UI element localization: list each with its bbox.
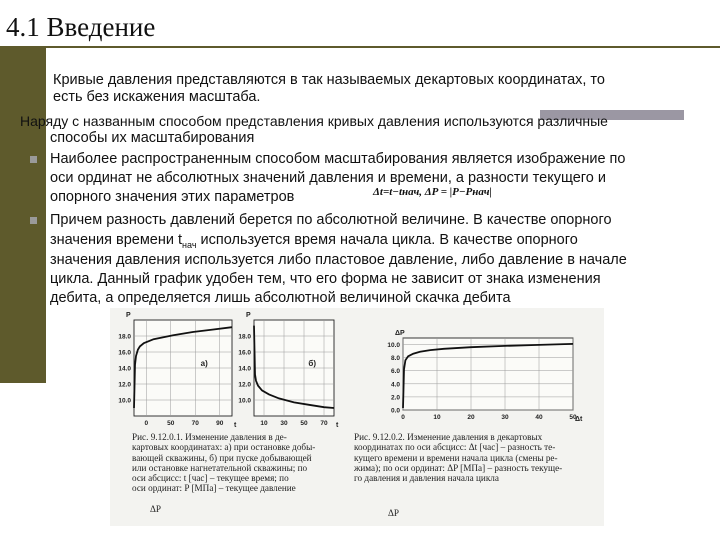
- y-tick-label: 16.0: [118, 349, 131, 357]
- y-tick-label: 12.0: [118, 381, 131, 389]
- x-tick-label: 40: [535, 414, 543, 421]
- x-tick-label: 90: [216, 420, 224, 427]
- x-tick-label: 10: [260, 420, 268, 427]
- x-axis-label: Δt: [575, 416, 583, 423]
- panel-label: б): [308, 359, 317, 369]
- caption-figure-2-trail: ΔP: [388, 508, 400, 518]
- paragraph-intro-line2: есть без искажения масштаба.: [53, 89, 261, 105]
- left-accent-bar: [0, 48, 46, 383]
- formula: Δt=t−tнач, ΔP = |P−Pнач|: [373, 186, 492, 198]
- bullet1-line2: оси ординат не абсолютных значений давления и времени, а разности текущего и: [50, 170, 606, 186]
- y-tick-label: 14.0: [118, 365, 131, 373]
- y-axis-label: ΔP: [395, 330, 405, 337]
- bullet1-line1: Наиболее распространенным способом масштабирования является изображение по: [50, 151, 626, 167]
- x-tick-label: 50: [300, 420, 308, 427]
- caption-figure-2: Рис. 9.12.0.2. Изменение давления в декартовых координатах по оси абсцисс: Δt [час] – разность те- кущего времени и времени начала цикла (смены ре- жима); по оси ординат: ΔP [МПа] – разность текуще- го давления и давления начала цикла: [354, 432, 563, 484]
- bullet-marker-icon: [30, 217, 37, 224]
- x-tick-label: 0: [144, 420, 149, 427]
- y-tick-label: 8.0: [390, 355, 400, 363]
- paragraph-intro-line1: Кривые давления представляются в так называемых декартовых координатах, то: [53, 72, 605, 88]
- y-tick-label: 10.0: [387, 342, 400, 350]
- x-axis-label: t: [336, 422, 339, 429]
- y-tick-label: 2.0: [390, 394, 400, 402]
- bullet-marker-icon: [30, 156, 37, 163]
- x-tick-label: 30: [501, 414, 509, 421]
- y-tick-label: 10.0: [238, 397, 251, 405]
- bullet1-line3: опорного значения этих параметров: [50, 189, 295, 205]
- x-tick-label: 50: [569, 414, 577, 421]
- panel-label: а): [200, 359, 208, 369]
- y-tick-label: 14.0: [238, 365, 251, 373]
- y-tick-label: 4.0: [390, 381, 400, 389]
- bullet2-line3: значения давления используется либо пластовое давление, либо давление в начале: [50, 252, 627, 268]
- bullet2-line4: цикла. Данный график удобен тем, что его форма не зависит от знака изменения: [50, 271, 601, 287]
- y-tick-label: 6.0: [390, 368, 400, 376]
- title-divider: [0, 46, 720, 48]
- y-axis-label: P: [246, 312, 251, 319]
- y-tick-label: 16.0: [238, 349, 251, 357]
- bullet2-line2: значения времени $t_{нач}$ используется время начала цикла. В качестве опорного: [50, 232, 578, 250]
- y-axis-label: P: [126, 312, 131, 319]
- paragraph-scaling-line2: способы их масштабирования: [50, 130, 255, 146]
- paragraph-scaling-line1: Наряду с названным способом представления кривых давления используются различные: [20, 113, 608, 129]
- y-tick-label: 12.0: [238, 381, 251, 389]
- y-tick-label: 0.0: [390, 407, 400, 415]
- x-axis-label: t: [234, 422, 237, 429]
- y-tick-label: 10.0: [118, 397, 131, 405]
- caption-figure-1: Рис. 9.12.0.1. Изменение давления в де- картовых координатах: а) при остановке добы- вающей скважины, б) при пуске добывающей или остановке нагнетательной скважины; по оси абсцисс: t [час] – текущее время; по оси ординат: P [МПа] – текущее давление: [132, 432, 316, 494]
- x-tick-label: 10: [433, 414, 441, 421]
- caption-figure-1-trail: ΔP: [150, 504, 162, 514]
- x-tick-label: 70: [191, 420, 199, 427]
- x-tick-label: 0: [401, 414, 405, 421]
- x-tick-label: 20: [467, 414, 475, 421]
- bullet2-line5: дебита, а определяется лишь абсолютной величиной скачка дебита: [50, 290, 511, 306]
- y-tick-label: 18.0: [118, 333, 131, 341]
- plot-frame: [403, 338, 573, 410]
- x-tick-label: 30: [280, 420, 288, 427]
- bullet2-line1: Причем разность давлений берется по абсолютной величине. В качестве опорного: [50, 212, 612, 228]
- y-tick-label: 18.0: [238, 333, 251, 341]
- slide-title: 4.1 Введение: [6, 12, 156, 42]
- x-tick-label: 50: [167, 420, 175, 427]
- figure-scan: [110, 308, 604, 526]
- x-tick-label: 70: [320, 420, 328, 427]
